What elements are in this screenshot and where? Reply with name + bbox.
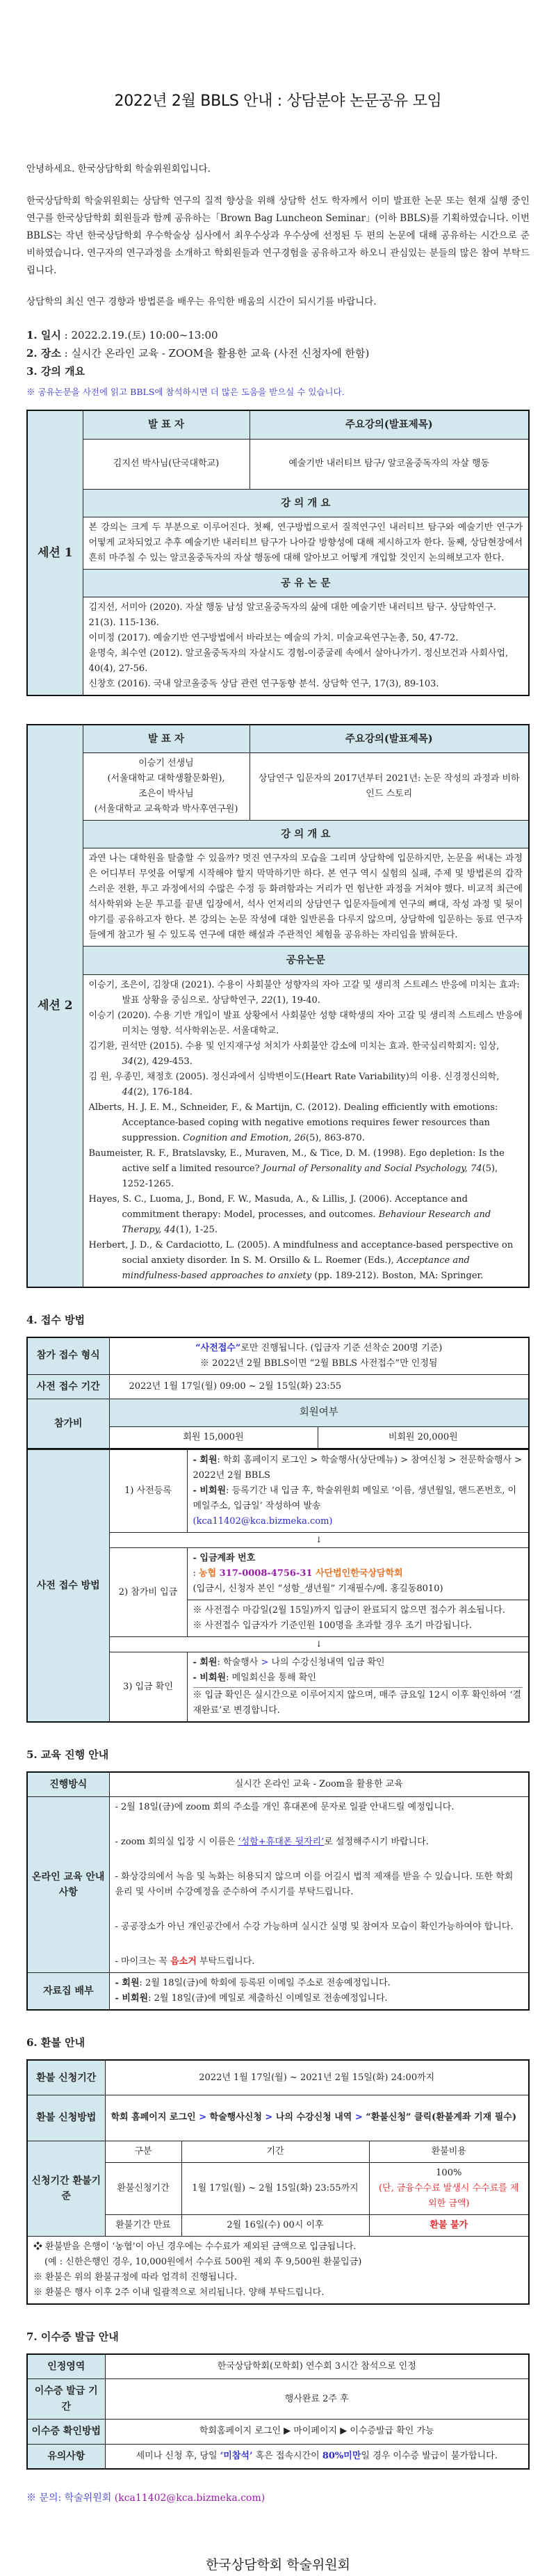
format-value: “사전접수”로만 진행됩니다. (입금자 기준 선착순 200명 기준) ※ 2022년 2월 BBLS이면 “2월 BBLS 사전접수”만 인정됨 [109, 1337, 529, 1375]
closing-paragraph: 상담학의 최신 연구 경향과 방법론을 배우는 유익한 배움의 시간이 되시기를 바랍니다. [26, 296, 377, 307]
materials-label: 자료집 배부 [27, 1973, 109, 2011]
row1-type: 환불신청기간 [105, 2162, 181, 2214]
session-2-label: 세션 2 [27, 725, 83, 1287]
step2-warnings: ※ 사전접수 마감일(2월 15일)까지 입금이 완료되지 않으면 접수가 취소됩니다. ※ 사전접수 입금자가 기준인원 100명을 초과할 경우 조기 마감됩니다. [187, 1600, 529, 1637]
notice-content: - 2월 18일(금)에 zoom 회의 주소를 개인 휴대폰에 문자로 일괄 안내드릴 예정입니다. - zoom 회의실 입장 시 이름은 ‘성함+휴대폰 뒷자리’로 설정해주시기 바랍니다. - 화상강의에서 녹음 및 녹화는 허용되지 않으며 이를 어길시 법적 제재를 받을 수 있습니다. 또한 학회 윤리 및 사이버 수강예정을 준수하여 주시기를 부탁드립니다. - 공공장소가 아닌 개인공간에서 수강 가능하며 실시간 실명 및 참여자 모습이 확인가능하여야 합니다. - 마이크는 꼭 음소거 부탁드립니다. [109, 1797, 529, 1973]
paper-item: 김기환, 권석만 (2015). 수용 및 인지재구성 처치가 사회불안 감소에 미치는 효과. 한국심리학회지: 임상, 34(2), 429-453. [88, 1040, 500, 1067]
page-title: 2022년 2월 BBLS 안내 : 상담분야 논문공유 모임 [114, 92, 442, 110]
caution-label: 유의사항 [27, 2444, 105, 2469]
col-type: 구분 [105, 2141, 181, 2162]
col-cost: 환불비용 [369, 2141, 529, 2162]
step1-content: - 회원: 학회 홈페이지 로그인 > 학술행사(상단메뉴) > 참여신청 > 전문학술행사 > 2022년 2월 BBLS - 비회원: 등록기간 내 입금 후, 학술위원회 메일로 ‘이름, 생년월일, 핸드폰번호, 이메일주소, 입금일’ 작성하여 발송 (kca11402@kca.bizmeka.com) [187, 1450, 529, 1533]
paper-item: Hayes, S. C., Luoma, J., Bond, F. W., Masuda, A., & Lillis, J. (2006). Acceptance and commitment therapy: Model, processes, and outcomes. Behaviour Research and Therapy, 44(1), 1-25. [88, 1193, 491, 1235]
row2-cost: 환불 불가 [369, 2214, 529, 2236]
session-2-lecture: 상담연구 입문자의 2017년부터 2021년: 논문 작성의 과정과 비하인드 스토리 [250, 753, 529, 821]
session-1-table [26, 410, 530, 696]
mode-value: 실시간 온라인 교육 - Zoom을 활용한 교육 [109, 1772, 529, 1797]
row2-type: 환불기간 만료 [105, 2214, 181, 2236]
place-label: 2. 장소 [26, 347, 61, 360]
paper-item: 이승기 (2020). 수용 기반 개입이 발표 상황에서 사회불안 성향 대학생의 자아 고갈 및 생리적 스트레스 반응에 미치는 영향. 석사학위논문. 서울대학교. [88, 1010, 523, 1036]
date-line [26, 326, 530, 344]
session-2-papers [83, 974, 529, 1287]
col-period: 기간 [181, 2141, 369, 2162]
paper-item: Alberts, H. J. E. M., Schneider, F., & Martijn, C. (2012). Dealing efficiently with emotions: Acceptance-based coping with negative emotions requires fewer resources than suppression. Cognition and Emotion, 26(5), 863-870. [88, 1102, 498, 1143]
fee-header: 회원여부 [109, 1399, 529, 1426]
format-note: ※ 2022년 2월 BBLS이면 “2월 BBLS 사전접수”만 인정됨 [200, 1358, 438, 1369]
step1-label: 1) 사전등록 [109, 1450, 187, 1533]
overview-note: ※ 공유논문을 사전에 읽고 BBLS에 참석하시면 더 많은 도움을 받으실 수 있습니다. [26, 387, 345, 398]
registration-method-table [26, 1449, 530, 1723]
lecture-header: 주요강의(발표제목) [250, 725, 529, 753]
papers-header: 공 유 논 문 [83, 569, 529, 597]
check-label: 이수증 확인방법 [27, 2420, 105, 2444]
event-info [26, 326, 530, 401]
overview-label: 3. 강의 개요 [26, 365, 85, 378]
education-title: 5. 교육 진행 안내 [26, 1748, 109, 1762]
overview-heading [26, 362, 530, 380]
intro-paragraph: 한국상담학회 학술위원회는 상담학 연구의 질적 향상을 위해 상담학 선도 학자께서 이미 발표한 논문 또는 현재 실행 중인 연구를 한국상담학회 회원들과 함께 공유하는「Brown Bag Luncheon Seminar」(이하 BBLS)를 기획하였습니다. 이번 BBLS는 작년 한국상담학회 우수학술상 심사에서 최우수상과 우수상에 선정된 두 편의 논문에 대해 공유하는 시간으로 준비하였습니다. 연구자의 연구과정을 소개하고 학회원들과 연구경험을 공유하고자 하오니 관심있는 분들의 많은 참여 부탁드립니다. [26, 195, 530, 276]
contact-line: ※ 문의: 학술위원회 (kca11402@kca.bizmeka.com) [26, 2492, 265, 2504]
refund-method-value: 학회 홈페이지 로그인 > 학술행사신청 > 나의 수강신청 내역 > “환불신청” 클릭(환불계좌 기재 필수) [105, 2095, 529, 2141]
paper-item: Baumeister, R. F., Bratslavsky, E., Muraven, M., & Tice, D. M. (1998). Ego depletion: Is the active self a limited resource? Journal of Personality and Social Psychology, 74(5), 1252-1265. [88, 1148, 505, 1189]
contact-email[interactable]: (kca11402@kca.bizmeka.com) [114, 2492, 265, 2504]
footer-signature: 한국상담학회 학술위원회 [206, 2557, 350, 2573]
format-label: 참가 접수 형식 [27, 1337, 109, 1375]
date-label: 1. 일시 [26, 329, 61, 342]
session-1-overview: 본 강의는 크게 두 부분으로 이루어진다. 첫째, 연구방법으로서 질적연구인 내러티브 탐구와 예술기반 연구가 어떻게 교차되었고 추후 예술기반 내러티브 탐구가 나아갈 방향성에 대해 제시하고자 한다. 둘째, 상담현장에서 흔히 마주칠 수 있는 알코올중독자의 자살 행동에 대해 알아보고 어떻게 개입할 것인지 논의해보고자 한다. [83, 517, 529, 569]
date-value: : 2022.2.19.(토) 10:00~13:00 [64, 329, 218, 342]
row2-period: 2월 16일(수) 00시 이후 [181, 2214, 369, 2236]
refund-period-label: 환불 신청기간 [27, 2060, 105, 2095]
presenter-header: 발 표 자 [83, 725, 250, 753]
fee-label: 참가비 [27, 1399, 109, 1449]
format-highlight: “사전접수” [195, 1342, 241, 1353]
refund-table [26, 2059, 530, 2305]
check-value: 학회홈페이지 로그인 ▶ 마이페이지 ▶ 이수증발급 확인 가능 [105, 2420, 529, 2444]
certificate-title: 7. 이수증 발급 안내 [26, 2330, 119, 2343]
paper-item: 윤명숙, 최수연 (2012). 알코올중독자의 자살시도 경험-이중굴레 속에서 살아나가기. 정신보건과 사회사업, 40(4), 27-56. [88, 647, 509, 674]
presenter-line: 조은이 박사님 [138, 789, 194, 800]
session-1-lecture: 예술기반 내러티브 탐구/ 알코올중독자의 자살 행동 [250, 439, 529, 489]
presenter-header: 발 표 자 [83, 410, 250, 439]
overview-header: 강 의 개 요 [83, 821, 529, 848]
arrow-down-icon: ↓ [109, 1533, 529, 1548]
issue-value: 행사완료 2주 후 [105, 2379, 529, 2420]
step1-email[interactable]: (kca11402@kca.bizmeka.com) [193, 1516, 333, 1527]
step3-label: 3) 입금 확인 [109, 1652, 187, 1723]
row1-cost: 100% (단, 금융수수료 발생시 수수료를 제외한 금액) [369, 2162, 529, 2214]
paper-item: 이미정 (2017). 예술기반 연구방법에서 바라보는 예술의 가치. 미술교육연구논총, 50, 47-72. [88, 632, 459, 643]
refund-notes: ❖ 환불받을 은행이 ‘농협’이 아닌 경우에는 수수료가 제외된 금액으로 입금됩니다. (예 : 신한은행인 경우, 10,000원에서 수수료 500원 제외 후 9,500원 환불입금) ※ 환불은 위의 환불규정에 따라 엄격히 진행됩니다. ※ 환불은 행사 이후 2주 이내 일괄적으로 처리됩니다. 양해 부탁드립니다. [27, 2236, 529, 2304]
certificate-table [26, 2353, 530, 2470]
overview-header: 강 의 개 요 [83, 489, 529, 517]
session-1-label: 세션 1 [27, 410, 83, 695]
fee-nonmember: 비회원 20,000원 [318, 1427, 529, 1449]
arrow-down-icon: ↓ [109, 1637, 529, 1652]
area-label: 인정영역 [27, 2354, 105, 2379]
presenter-line: 이승기 선생님 [138, 758, 194, 769]
lecture-header: 주요강의(발표제목) [250, 410, 529, 439]
refund-period-value: 2022년 1월 17일(월) ~ 2021년 2월 15일(화) 24:00까지 [105, 2060, 529, 2095]
issue-label: 이수증 발급 기간 [27, 2379, 105, 2420]
fee-member: 회원 15,000원 [109, 1427, 318, 1449]
row1-period: 1월 17일(월) ~ 2월 15일(화) 23:55까지 [181, 2162, 369, 2214]
step3-content: - 회원: 학술행사 > 나의 수강신청내역 입금 확인 - 비회원: 메일회신을 통해 확인 ※ 입금 확인은 실시간으로 이루어지지 않으며, 매주 금요일 12시 이후 확인하여 ‘결재완료’로 변경합니다. [187, 1652, 529, 1723]
paper-item: 김지선, 서미아 (2020). 자살 행동 남성 알코올중독자의 삶에 대한 예술기반 내러티브 탐구. 상담학연구. 21(3). 115-136. [88, 602, 497, 628]
period-label: 사전 접수 기간 [27, 1374, 109, 1399]
name-format-link: ‘성함+휴대폰 뒷자리’ [238, 1837, 325, 1848]
materials-content: - 회원: 2월 18일(금)에 학회에 등록된 이메일 주소로 전송예정입니다. - 비회원: 2월 18일(금)에 메일로 제출하신 이메일로 전송예정입니다. [109, 1973, 529, 2011]
papers-header: 공유논문 [83, 947, 529, 974]
criteria-label: 신청기간 환불기준 [27, 2141, 105, 2236]
presenter-line: (서울대학교 대학생활문화원), [107, 773, 225, 784]
period-value: 2022년 1월 17일(월) 09:00 ~ 2월 15일(화) 23:55 [109, 1374, 529, 1399]
step2-account: - 입금계좌 번호 : 농협 317-0008-4756-31 사단법인한국상담학회 (입금시, 신청자 본인 “성함_생년월” 기재필수/예. 홍길동8010) [187, 1548, 529, 1600]
caution-value: 세미나 신청 후, 당일 ‘미참석’ 혹은 접속시간이 80%미만일 경우 이수증 발급이 불가합니다. [105, 2444, 529, 2469]
refund-method-label: 환불 신청방법 [27, 2095, 105, 2141]
session-2-overview: 과연 나는 대학원을 탈출할 수 있을까? 멋진 연구자의 모습을 그리며 상담학에 입문하지만, 논문을 써내는 과정은 어디부터 무엇을 어떻게 시작해야 할지 막막하기만 하다. 본 연구 역시 실험의 실패, 주제 및 방법론의 갑작스러운 전환, 투고 과정에서의 수많은 수정 등 화려함과는 거리가 먼 험난한 과정을 거쳐야 했다. 비교적 최근에 석사학위와 논문 투고를 끝낸 입장에서, 석사 언저리의 상담연구 입문자들에게 연구의 뼈대, 작성 과정 및 뒷이야기를 공유하고자 한다. 본 강의는 논문 작성에 대한 일반론을 다루지 않으며, 상담학에 입문하는 동료 연구자들에게 참고가 될 수 있도록 연구에 대한 해설과 주관적인 체험을 공유하는 자리임을 밝혀둔다. [83, 848, 529, 947]
paper-item: Herbert, J. D., & Cardaciotto, L. (2005). A mindfulness and acceptance-based perspective on social anxiety disorder. In S. M. Orsillo & L. Roemer (Eds.), Acceptance and mindfulness-based approaches to anxiety (pp. 189-212). Boston, MA: Springer. [88, 1239, 514, 1281]
step2-label: 2) 참가비 입금 [109, 1548, 187, 1637]
registration-title: 4. 접수 방법 [26, 1313, 85, 1326]
registration-table [26, 1337, 530, 1450]
paper-item: 신창호 (2016). 국내 알코올중독 상담 관련 연구동향 분석. 상담학 연구, 17(3), 89-103. [88, 678, 439, 689]
greeting: 안녕하세요. 한국상담학회 학술위원회입니다. [26, 163, 211, 175]
notice-label: 온라인 교육 안내사항 [27, 1797, 109, 1973]
session-2-presenter [83, 753, 250, 821]
place-value: : 실시간 온라인 교육 - ZOOM을 활용한 교육 (사전 신청자에 한함) [64, 347, 370, 360]
mode-label: 진행방식 [27, 1772, 109, 1797]
area-value: 한국상담학회(모학회) 연수회 3시간 참석으로 인정 [105, 2354, 529, 2379]
session-2-table [26, 724, 530, 1288]
place-line [26, 344, 530, 362]
paper-item: 이승기, 조은이, 김창대 (2021). 수용이 사회불안 성향자의 자아 고갈 및 생리적 스트레스 반응에 미치는 효과: 발표 상황을 중심으로. 상담학연구, 22(1), 19-40. [88, 979, 520, 1006]
paper-item: 김 원, 우종민, 채정호 (2005). 정신과에서 심박변이도(Heart Rate Variability)의 이용. 신경정신의학, 44(2), 176-184. [88, 1071, 500, 1097]
refund-title: 6. 환불 안내 [26, 2036, 85, 2050]
session-1-presenter: 김지선 박사님(단국대학교) [83, 439, 250, 489]
education-table [26, 1771, 530, 2011]
session-1-papers [83, 597, 529, 695]
presenter-line: (서울대학교 교육학과 박사후연구원) [94, 804, 238, 815]
method-label: 사전 접수 방법 [27, 1450, 109, 1723]
